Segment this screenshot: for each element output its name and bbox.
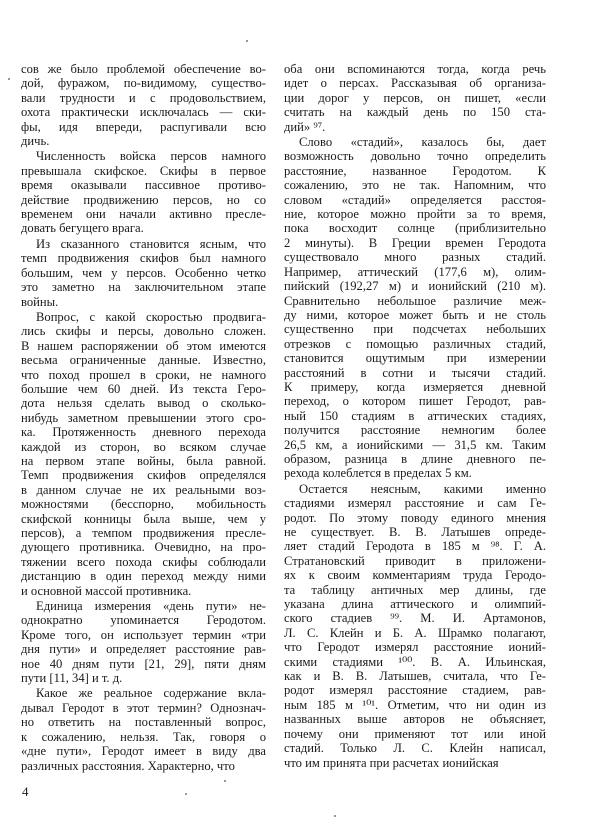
text-line: существовало много разных стадий. (284, 250, 546, 265)
text-line: Слово «стадий», казалось бы, дает (299, 135, 546, 150)
text-line: становится ощутимым при измерении (284, 351, 546, 366)
text-line: Вопрос, с какой скоростью продвига- (36, 309, 266, 324)
text-line: указана длина аттического и олимпий- (284, 597, 546, 612)
paragraph (21, 237, 266, 309)
scan-speck (334, 815, 336, 817)
text-line: можностями (бесспорно, мобильность (21, 497, 266, 512)
text-line: ным 185 м ¹⁰¹. Отметим, что ни один из (284, 697, 546, 712)
text-line: словом «стадий» определяется расстоя- (284, 192, 546, 207)
text-line: что Геродот измерял расстояние ионий- (284, 640, 546, 655)
text-line: дня пути» и определяет расстояние рав- (21, 642, 266, 657)
text-line: однократно упоминается Геродотом. (21, 613, 266, 628)
paragraph (21, 149, 266, 235)
text-line: к сожалению, нельзя. Так, говоря о (21, 729, 266, 744)
text-line: охота практически исключалась — ски- (21, 105, 266, 120)
text-line: нибудь заметном превышении этого сро- (21, 410, 266, 425)
text-line: большие чем 60 дней. Из текста Геро- (21, 381, 266, 396)
text-line: лись скифы и персы, довольно сложен. (21, 324, 266, 339)
text-line: темп продвижения скифов был намного (21, 251, 266, 266)
paragraph (21, 62, 266, 148)
left-text-column (21, 62, 266, 774)
text-line: ние, которое можно пройти за то время, (284, 207, 546, 222)
text-line: время оказывали пассивное противо- (21, 178, 266, 193)
text-line: возможность довольно точно определить (284, 149, 546, 164)
text-line: пока восходит солнце (приблизительно (284, 221, 546, 236)
text-line: большим, чем у персов. Особенно четко (21, 265, 266, 280)
text-line: пийский (192,27 м) и ионийский (210 м). (284, 279, 546, 294)
text-line: на первом этапе войны, была равной. (21, 453, 266, 468)
text-line: отрезков с помощью различных стадий, (284, 336, 546, 351)
text-line: 26,5 км, а ионийскими — 31,5 км. Таким (284, 437, 546, 452)
scan-speck (8, 78, 10, 80)
text-line: весьма ограниченные данные. Известно, (21, 353, 266, 368)
text-line: превышала скифское. Скифы в первое (21, 163, 266, 178)
text-line: 2 минуты). В Греции времен Геродота (284, 235, 546, 250)
text-line: образом, разница в длине дневного пе- (284, 451, 546, 466)
text-line: тяжении всего похода скифы соблюдали (21, 554, 266, 569)
text-line: ка. Протяженность дневного перехода (21, 425, 266, 440)
text-line: Какое же реальное содержание вкла- (36, 686, 266, 701)
text-line: В нашем распоряжении об этом имеются (21, 338, 266, 353)
text-line: родот. По этому поводу единого мнения (284, 510, 546, 525)
text-line: действие продвижению персов, но со (21, 192, 266, 207)
text-line: получится расстояние немногим более (284, 423, 546, 438)
text-line: К примеру, когда измеряется дневной (284, 379, 546, 394)
text-line: Единица измерения «день пути» не- (36, 599, 266, 614)
text-line: временем они начали активно пресле- (21, 207, 266, 222)
paragraph (284, 482, 546, 770)
text-line: дичь. (21, 134, 50, 149)
text-line: дий» ⁹⁷. (284, 119, 326, 134)
text-line: ях к своим комментариям труда Геродо- (284, 568, 546, 583)
text-line: в данном случае не их реальными воз- (21, 482, 266, 497)
text-line: фы, идя впереди, распугивали всю (21, 119, 266, 134)
paragraph (284, 135, 546, 481)
text-line: дистанцию в один переход между ними (21, 569, 266, 584)
text-line: идет о персах. Рассказывая об организа- (284, 76, 546, 91)
text-line: вали трудности и с продовольствием, (21, 90, 266, 105)
text-line: ный 150 стадиям в аттических стадиях, (284, 408, 546, 423)
text-line: но ответить на поставленный вопрос, (21, 715, 266, 730)
text-line: дота нельзя сделать вывод о сколько- (21, 396, 266, 411)
text-line: скифской конницы была выше, чем у (21, 511, 266, 526)
text-line: как и В. В. Латышев, считала, что Ге- (284, 669, 546, 684)
page-number: 4 (22, 784, 29, 799)
text-line: расстояний в сотни и тысячи стадий. (284, 365, 546, 380)
text-line: не существует. В. В. Латышев опреде- (284, 525, 546, 539)
text-line: что им принята при расчетах ионийская (284, 755, 499, 770)
text-line: Численность войска персов намного (36, 149, 266, 164)
text-line: пути [11, 34] и т. д. (21, 671, 123, 686)
text-line: та таблицу античных мер длины, где (284, 582, 546, 597)
paragraph (284, 62, 546, 134)
text-line: родот измерял расстояние стадием, рав- (284, 683, 546, 698)
paragraph (21, 686, 266, 772)
text-line: Л. С. Клейн и Б. А. Шрамко полагают, (284, 625, 546, 640)
text-line: сожалению, это не так. Напомним, что (284, 178, 546, 193)
paragraph (21, 310, 266, 598)
text-line: Из сказанного становится ясным, что (36, 236, 266, 251)
text-line: оба они вспоминаются тогда, когда речь (284, 62, 546, 76)
paragraph (21, 599, 266, 685)
text-line: почему они применяют тот или иной (284, 726, 546, 741)
text-line: дывал Геродот в этот термин? Однознач- (21, 700, 266, 715)
text-line: войны. (21, 294, 59, 309)
scan-speck (246, 40, 248, 42)
text-line: стадиями измерял расстояние и сам Ге- (284, 496, 546, 511)
text-line: ции дорог у персов, он пишет, «если (284, 90, 546, 105)
text-line: ное 40 дням пути [21, 29], пяти дням (21, 656, 266, 671)
text-line: переход, о котором пишет Геродот, рав- (284, 394, 546, 409)
text-line: Стратановский приводит в приложени- (284, 553, 546, 568)
text-line: Темп продвижения скифов определялся (21, 468, 266, 483)
text-line: ду ними, которое может быть и не столь (284, 307, 546, 322)
text-line: считать на каждый день по 150 ста- (284, 105, 546, 120)
text-line: дой, фуражом, по-видимому, существо- (21, 76, 266, 91)
text-line: «дне пути», Геродот имеет в виду два (21, 744, 266, 759)
text-line: довать бегущего врага. (21, 221, 144, 236)
text-line: названных выше авторов не объясняет, (284, 712, 546, 727)
right-text-column (284, 62, 546, 771)
text-line: Кроме того, он использует термин «три (21, 627, 266, 642)
text-line: что поход прошел в сроки, не намного (21, 367, 266, 382)
scan-speck (185, 793, 187, 795)
text-line: это заметно на заключительном этапе (21, 280, 266, 295)
text-line: каждой из сторон, во всяком случае (21, 439, 266, 454)
text-line: расстояние, названное Геродотом. К (284, 163, 546, 178)
text-line: сов же было проблемой обеспечение во- (21, 62, 266, 76)
text-line: ского стадиев ⁹⁹. М. И. Артамонов, (284, 611, 546, 626)
scan-speck (224, 780, 226, 782)
text-line: дующего противника. Очевидно, на про- (21, 540, 266, 555)
text-line: Сравнительно небольшое различие меж- (284, 293, 546, 308)
text-line: Остается неясным, какими именно (299, 481, 546, 496)
text-line: существенно при подсчетах небольших (284, 322, 546, 337)
text-line: персов), а темпом продвижения пресле- (21, 526, 266, 540)
text-line: ляет стадий Геродота в 185 м ⁹⁸. Г. А. (284, 539, 546, 554)
text-line: различных расстояния. Характерно, что (21, 758, 235, 773)
text-line: скими стадиями ¹⁰⁰. В. А. Ильинская, (284, 654, 546, 669)
text-line: рехода колеблется в пределах 5 км. (284, 466, 472, 481)
text-line: Например, аттический (177,6 м), олим- (284, 264, 546, 279)
text-line: стадий. Только Л. С. Клейн написал, (284, 741, 546, 756)
text-line: и основной массой противника. (21, 583, 192, 598)
